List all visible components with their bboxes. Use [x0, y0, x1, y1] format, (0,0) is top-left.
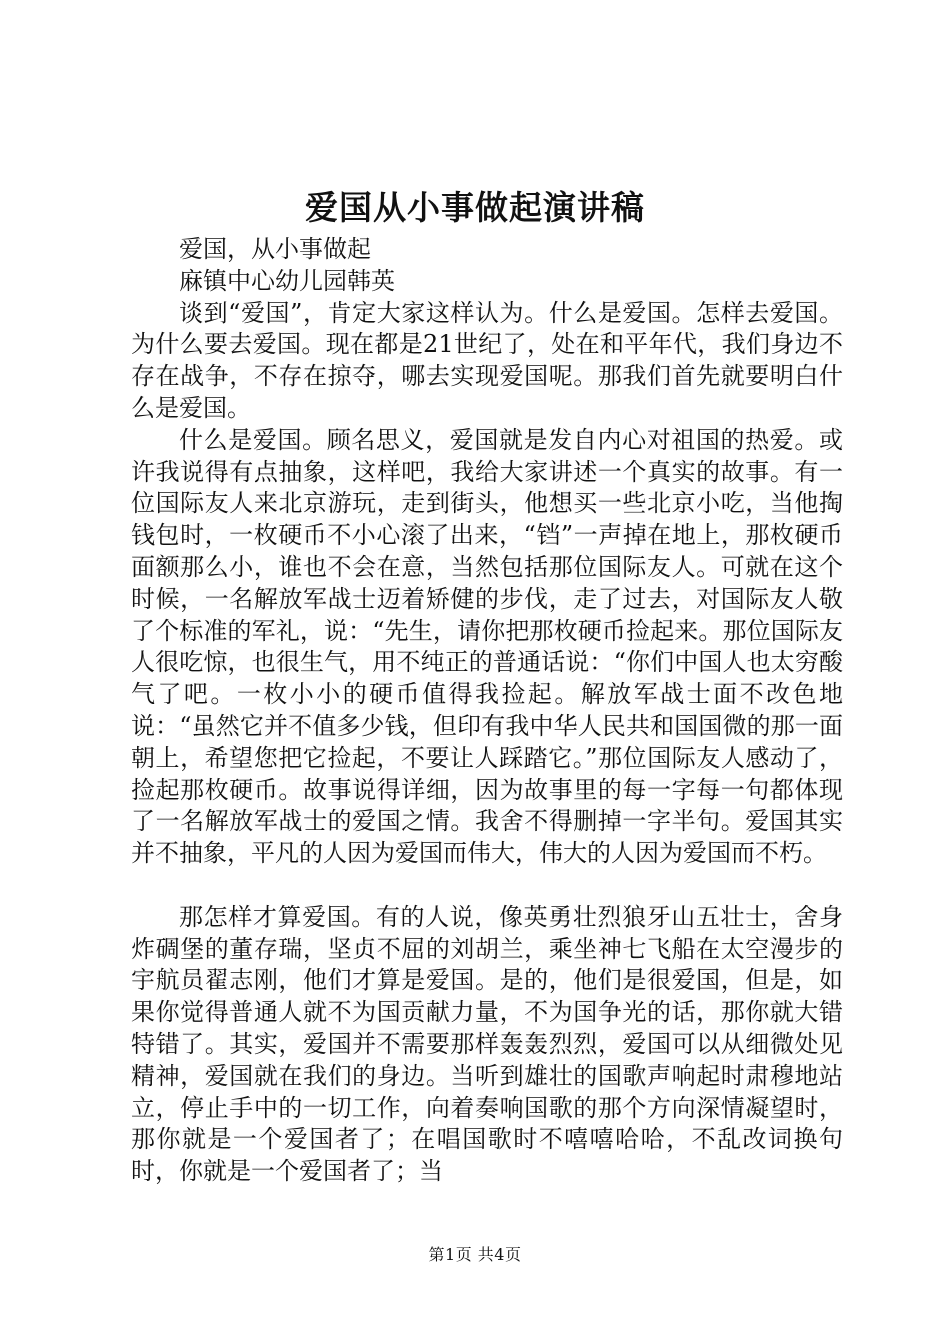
paragraph-gap — [131, 870, 843, 902]
paragraph-1: 谈到“爱国”，肯定大家这样认为。什么是爱国。怎样去爱国。为什么要去爱国。现在都是21世纪了，处在和平年代，我们身边不存在战争，不存在掠夺，哪去实现爱国呢。那我们首先就要明白什么是爱国。 — [131, 298, 843, 422]
document-body — [131, 234, 843, 1188]
paragraph-2: 什么是爱国。顾名思义，爱国就是发自内心对祖国的热爱。或许我说得有点抽象，这样吧，我给大家讲述一个真实的故事。有一位国际友人来北京游玩，走到街头，他想买一些北京小吃，当他掏钱包时，一枚硬币不小心滚了出来，“铛”一声掉在地上，那枚硬币面额那么小，谁也不会在意，当然包括那位国际友人。可就在这个时候，一名解放军战士迈着矫健的步伐，走了过去，对国际友人敬了个标准的军礼，说：“先生，请你把那枚硬币捡起来。那位国际友人很吃惊，也很生气，用不纯正的普通话说：“你们中国人也太穷酸气了吧。一枚小小的硬币值得我捡起。解放军战士面不改色地说：“虽然它并不值多少钱，但印有我中华人民共和国国微的那一面朝上，希望您把它捡起，不要让人踩踏它。”那位国际友人感动了，捡起那枚硬币。故事说得详细，因为故事里的每一字每一句都体现了一名解放军战士的爱国之情。我舍不得删掉一字半句。爱国其实并不抽象，平凡的人因为爱国而伟大，伟大的人因为爱国而不朽。 — [131, 425, 843, 868]
author-line: 麻镇中心幼儿园韩英 — [179, 266, 395, 295]
paragraph-3: 那怎样才算爱国。有的人说，像英勇壮烈狼牙山五壮士，舍身炸碉堡的董存瑞，坚贞不屈的刘胡兰，乘坐神七飞船在太空漫步的宇航员翟志刚，他们才算是爱国。是的，他们是很爱国，但是，如果你觉得普通人就不为国贡献力量，不为国争光的话，那你就大错特错了。其实，爱国并不需要那样轰轰烈烈，爱国可以从细微处见精神，爱国就在我们的身边。当听到雄壮的国歌声响起时肃穆地站立，停止手中的一切工作，向着奏响国歌的那个方向深情凝望时，那你就是一个爱国者了；在唱国歌时不嘻嘻哈哈，不乱改词换句时，你就是一个爱国者了；当 — [131, 902, 843, 1186]
document-title: 爱国从小事做起演讲稿 — [305, 188, 645, 227]
page-footer: 第1页 共4页 — [428, 1245, 522, 1264]
subtitle-line: 爱国，从小事做起 — [179, 235, 371, 263]
